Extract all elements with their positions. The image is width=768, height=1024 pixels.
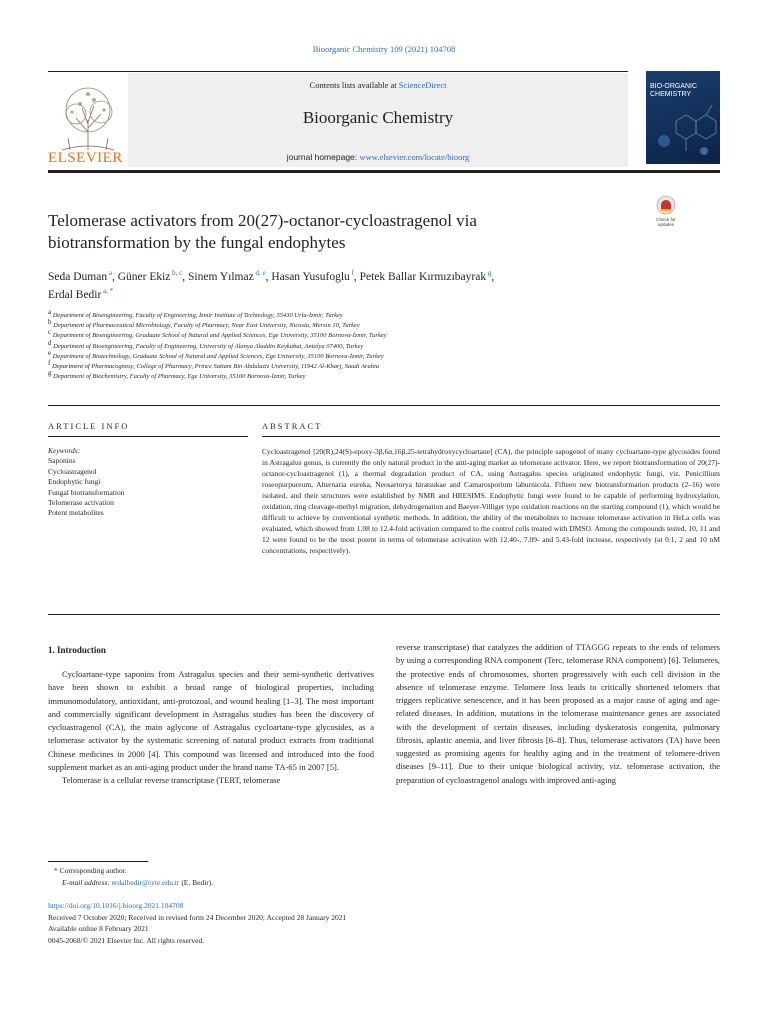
journal-homepage-line — [128, 152, 628, 162]
affiliation-item: $^f$ Department of Pharmacognosy, College of Pharmacy, Prince Sattam Bin Abdulaziz University, 11942 Al-Kharj, Saudi Arabia — [48, 358, 379, 371]
header-top-rule — [48, 71, 628, 72]
journal-name: Bioorganic Chemistry — [302, 108, 454, 127]
title-line-1: Telomerase activators from 20(27)-octanor-cycloastragenol via — [48, 211, 477, 230]
journal-homepage-link[interactable]: www.elsevier.com/locate/bioorg — [359, 152, 470, 162]
author-affil-sup[interactable]: g — [487, 269, 492, 278]
affiliation-item: $^g$ Department of Biochemistry, Faculty of Pharmacy, Ege University, 35100 Bornova-İzmir, Turkey — [48, 369, 306, 381]
author-name[interactable]: Hasan Yusufoglu — [271, 271, 350, 283]
author-affil-sup[interactable]: f — [351, 269, 354, 278]
email-suffix: (E. Bedir). — [179, 878, 214, 887]
affiliation-item: $^b$ Department of Pharmaceutical Microbiology, Faculty of Pharmacy, Near East University, Nicosia, Mersin 10, Turkey — [48, 318, 360, 330]
author-name[interactable]: Petek Ballar Kırmızıbayrak — [359, 271, 487, 283]
keyword-item: Potent metabolites — [48, 508, 104, 518]
author-affil-sup[interactable]: a, * — [103, 287, 114, 296]
article-info-heading: ARTICLE INFO — [48, 421, 130, 431]
copyright-line: 0045-2068/© 2021 Elsevier Inc. All rights reserved. — [48, 935, 205, 945]
author-affil-sup[interactable]: b, c — [172, 269, 183, 278]
abstract-text: Cycloastragenol [20(R),24(S)-epoxy-3β,6α,16β,25-tetrahydroxycycloartane] (CA), the principle sapogenol of many cycloartane-type glycosides found in Astragalus genus, is currently the only natural product in the anti-aging market as telomerase activator. Here, we report biotransformation of 20(27)-octanor-cycloastragenol (1), a thermal degradation product of CA, using Astragalus species originated endophytic fungi, viz. Penicillium roseopurpureum, Alternaria eureka, Neosartorya hiratsukae and Camarosporium laburnicola. Fifteen new biotransformation products (2–16) were isolated, and their structures were established by NMR and HRESIMS. Endophytic fungi were found to be capable of performing hydroxylation, oxidation, ring cleavage-methyl migration, dehydrogenation and Baeyer-Villiger type oxidation reactions on the starting compound (1), which would be difficult to achieve by conventional synthetic methods. In addition, the ability of the metabolites to increase telomerase activation in HeLa cells was evaluated, which showed from 1.08 to 12.4-fold activation compared to the control cells treated with DMSO. Among the compounds tested, 10, 11 and 12 were found to be the most potent in terms of telomerase activation with 12.40-, 7.09- and 5.43-fold increase, respectively (at 0.1, 2 and 10 nM concentrations, respectively). — [262, 447, 720, 556]
title-line-2: biotransformation by the fungal endophytes — [48, 233, 346, 252]
keywords-label: Keywords: — [48, 446, 81, 455]
affiliation-item: $^d$ Department of Bioengineering, Faculty of Engineering, University of Alanya Aladdin Keykubat, Antalya 07400, Turkey — [48, 338, 364, 350]
author-affil-sup[interactable]: d, e — [255, 269, 266, 278]
cover-title: BIO-ORGANIC CHEMISTRY — [650, 83, 698, 98]
section-rule — [48, 614, 720, 615]
introduction-heading: 1. Introduction — [48, 645, 106, 655]
keyword-item: Cycloastragenol — [48, 466, 97, 476]
contents-availability-line — [128, 80, 628, 90]
affiliation-item: $^c$ Department of Bioengineering, Graduate School of Natural and Applied Sciences, Ege University, 35100 Bornova-İzmir, Turkey — [48, 328, 387, 340]
check-badge-label-line2: updates — [657, 222, 675, 227]
author-name[interactable]: Seda Duman — [48, 271, 108, 283]
body-paragraph: Cycloartane-type saponins from Astragalus species and their semi-synthetic derivatives have been shown to exhibit a broad range of biological properties, including immunomodulatory, antioxidant, anti-protozoal, and wound healing [1–3]. The most important and commercially significant development in Astragalus studies has been the discovery of cycloastragenol (CA), the main aglycone of Astragalus cycloartane-type glycosides, as a telomerase activator by the systematic screening of natural product extracts from traditional Chinese medicines in 2000 [4]. This compound was licensed and introduced into the food supplement market as an anti-aging product under the brand name TA-65 in 2007 [5]. — [48, 669, 374, 772]
header-thick-rule — [48, 170, 720, 173]
article-info-rule — [48, 436, 248, 437]
section-rule — [48, 405, 720, 406]
email-label: E-mail address: — [62, 878, 112, 887]
body-column-right — [396, 641, 720, 787]
contents-prefix: Contents lists available at — [309, 80, 399, 90]
check-for-updates-badge-icon[interactable] — [648, 194, 684, 230]
publication-info — [48, 900, 548, 946]
keyword-item: Telomerase activation — [48, 498, 114, 508]
corresponding-author-footnote — [48, 865, 448, 889]
keywords-list — [48, 446, 248, 519]
corresponding-author-label: * Corresponding author. — [54, 866, 127, 875]
check-badge-label-line1: Check for — [656, 217, 676, 222]
author-list: Seda Duman $^a$, Güner Ekiz $^{b, c}$, Sinem Yılmaz $^{d, e}$, Hasan Yusufoglu $^f$, Petek Ballar Kırmızıbayrak $^g$, Erdal Bedir $^{a, *}$ — [48, 269, 495, 301]
abstract-heading: ABSTRACT — [262, 421, 323, 431]
body-paragraph: Telomerase is a cellular reverse transcriptase (TERT, telomerase — [62, 775, 281, 785]
available-online-date: Available online 8 February 2021 — [48, 924, 149, 933]
affiliations — [48, 307, 708, 382]
sciencedirect-link[interactable]: ScienceDirect — [398, 80, 447, 90]
author-name[interactable]: Erdal Bedir — [48, 289, 102, 301]
received-dates: Received 7 October 2020; Received in revised form 24 December 2020; Accepted 28 January 2021 — [48, 912, 347, 922]
keyword-item: Saponins — [48, 456, 76, 466]
journal-cover-thumbnail[interactable] — [646, 71, 720, 164]
article-title — [48, 210, 608, 254]
journal-citation[interactable]: Bioorganic Chemistry 109 (2021) 104708 — [312, 44, 456, 54]
affiliation-item: $^a$ Department of Bioengineering, Faculty of Engineering, İzmir Institute of Technology, 35430 Urla-İzmir, Turkey — [48, 307, 343, 319]
author-name[interactable]: Güner Ekiz — [117, 271, 171, 283]
body-paragraph: reverse transcriptase) that catalyzes the addition of TTAGGG repeats to the ends of telomers by using a corresponding RNA component (Terc, telomerase RNA component) [6]. Telomeres, the protective ends of chromosomes, shorten progressively with each cell division in the absence of telomerase enzyme. Telomere loss leads to critically shortened telomers that triggers replicative senescence, and it has been proposed as a major cause of aging and age-related diseases. In addition, mutations in the telomerase maintenance genes are associated with the development of certain diseases, including dyskeratosis congenita, pulmonary fibrosis, aplastic anemia, and liver fibrosis [6–8]. Thus, telomerase activators (TA) have been suggested as promising agents for healthy aging and in the treatment of telomere-driven diseases [9–11]. Due to their unique biological activity, viz. telomerase activation, the preparation of cycloastragenol analogs with improved anti-aging — [396, 642, 720, 785]
author-name[interactable]: Sinem Yılmaz — [188, 271, 254, 283]
doi-link[interactable]: https://doi.org/10.1016/j.bioorg.2021.104708 — [48, 901, 184, 910]
author-affil-sup[interactable]: a — [108, 269, 112, 278]
keyword-item: Endophytic fungi — [48, 477, 101, 487]
homepage-label: journal homepage: — [286, 152, 360, 162]
keyword-item: Fungal biotransformation — [48, 487, 125, 497]
abstract-rule — [262, 436, 720, 437]
author-email-link[interactable]: erdalbedir@iyte.edu.tr — [111, 878, 180, 887]
elsevier-wordmark[interactable]: ELSEVIER — [48, 150, 123, 166]
body-column-left — [48, 668, 374, 787]
footnote-rule — [48, 861, 148, 862]
affiliation-item: $^e$ Department of Biotechnology, Graduate School of Natural and Applied Sciences, Ege University, 35100 Bornova-İzmir, Turkey — [48, 348, 384, 360]
cover-molecule-art-icon — [646, 71, 720, 164]
